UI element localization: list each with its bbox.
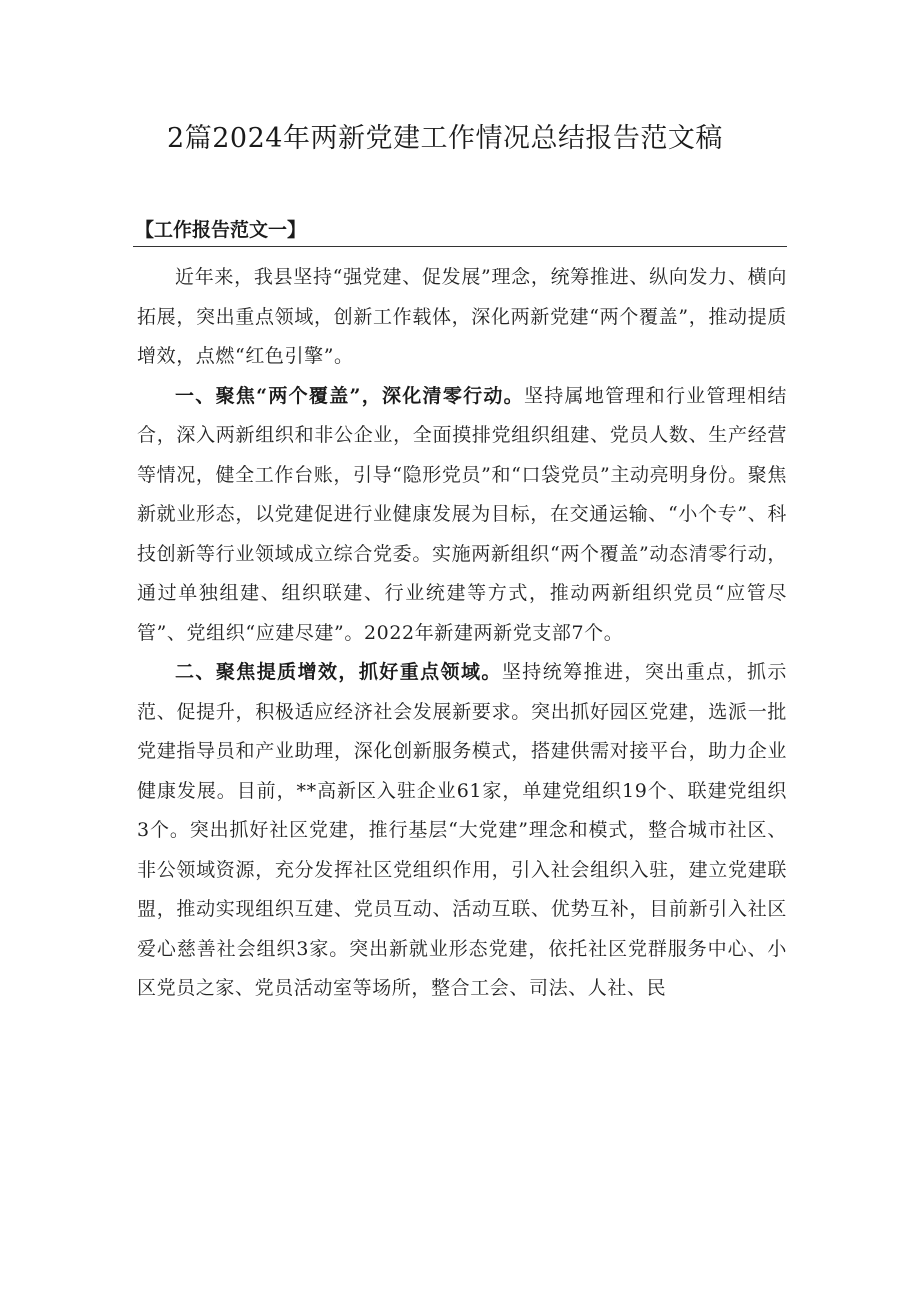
paragraph-text: 坚持统筹推进，突出重点，抓示范、促提升，积极适应经济社会发展新要求。突出抓好园区党建，选派一批党建指导员和产业助理，深化创新服务模式，搭建供需对接平台，助力企业健康发展。目前，**高新区入驻企业61家，单建党组织19个、联建党组织3个。突出抓好社区党建，推行基层“大党建”理念和模式，整合城市社区、非公领域资源，充分发挥社区党组织作用，引入社会组织入驻，建立党建联盟，推动实现组织互建、党员互动、活动互联、优势互补，目前新引入社区爱心慈善社会组织3家。突出新就业形态党建，依托社区党群服务中心、小区党员之家、党员活动室等场所，整合工会、司法、人社、民 <box>137 661 787 999</box>
paragraph-intro <box>137 258 787 377</box>
paragraph-section-two <box>137 653 787 1009</box>
section-heading: 【工作报告范文一】 <box>135 219 307 241</box>
document-title: 2篇2024年两新党建工作情况总结报告范文稿 <box>167 123 723 154</box>
paragraph-lead: 一、聚焦“两个覆盖”，深化清零行动。 <box>175 384 524 407</box>
paragraph-text: 坚持属地管理和行业管理相结合，深入两新组织和非公企业，全面摸排党组织组建、党员人数、生产经营等情况，健全工作台账，引导“隐形党员”和“口袋党员”主动亮明身份。聚焦新就业形态，以党建促进行业健康发展为目标，在交通运输、“小个专”、科技创新等行业领域成立综合党委。实施两新组织“两个覆盖”动态清零行动，通过单独组建、组织联建、行业统建等方式，推动两新组织党员“应管尽管”、党组织“应建尽建”。2022年新建两新党支部7个。 <box>137 384 787 644</box>
paragraph-section-one <box>137 377 787 654</box>
heading-divider <box>133 246 787 247</box>
paragraph-text: 近年来，我县坚持“强党建、促发展”理念，统筹推进、纵向发力、横向拓展，突出重点领域，创新工作载体，深化两新党建“两个覆盖”，推动提质增效，点燃“红色引擎”。 <box>137 266 787 367</box>
paragraph-lead: 二、聚焦提质增效，抓好重点领域。 <box>175 661 502 683</box>
document-body <box>137 258 787 1009</box>
